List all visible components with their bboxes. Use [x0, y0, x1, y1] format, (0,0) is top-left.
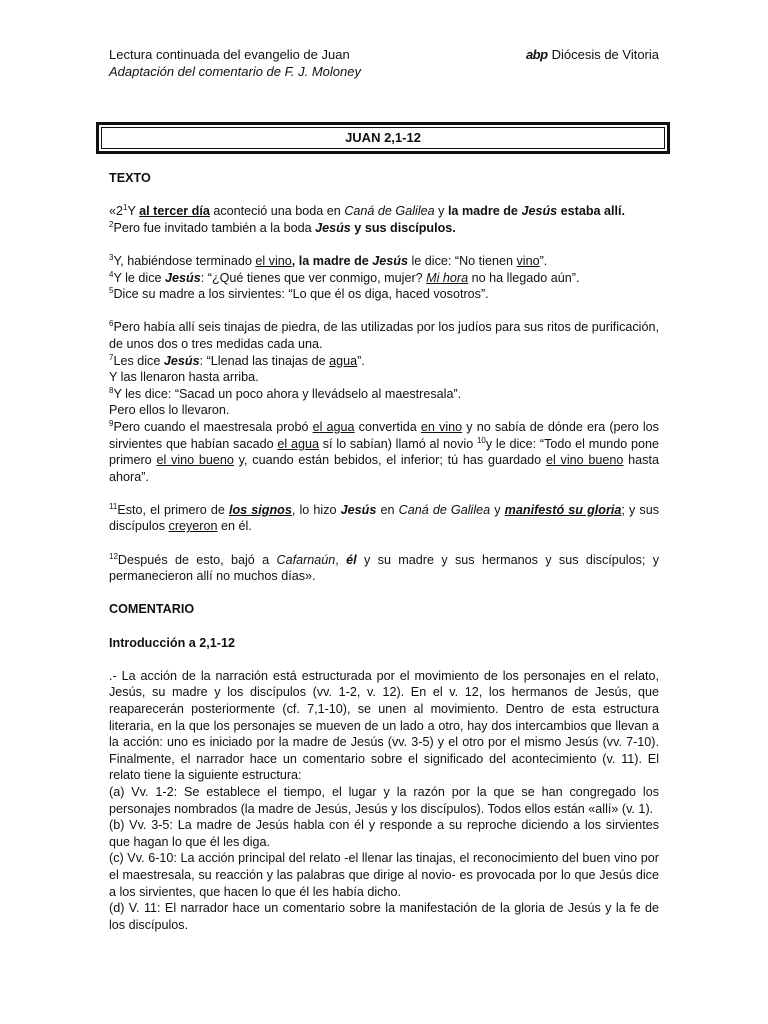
verse-8b: Pero ellos lo llevaron.	[109, 403, 230, 418]
verse-7b: Y las llenaron hasta arriba.	[109, 370, 259, 385]
intro-heading: Introducción a 2,1-12	[109, 635, 235, 650]
document-body	[109, 170, 659, 933]
verse-6: $^6$Pero había allí seis tinajas de piedra, de las utilizadas por los judíos para sus ritos de purificación, de unos dos o tres medidas cada una.	[109, 319, 659, 351]
header-commentary-source: Adaptación del comentario de F. J. Moloney	[109, 64, 361, 79]
header-diocese: Diócesis de Vitoria	[551, 47, 659, 62]
header-right	[526, 46, 659, 63]
verse-4: $^4$Y le dice Jesús: “¿Qué tienes que ver conmigo, mujer? Mi hora no ha llegado aún”.	[109, 269, 580, 285]
structure-item-b: (b) Vv. 3-5: La madre de Jesús habla con él y responde a su reproche diciendo a los sirvientes que hagan lo que él les diga.	[109, 818, 659, 849]
header-series-title: Lectura continuada del evangelio de Juan	[109, 47, 350, 62]
commentary-intro: .- La acción de la narración está estructurada por el movimiento de los personajes en el relato, Jesús, su madre y los discípulos (vv. 1-2, v. 12). En el v. 12, los hermanos de Jesús, que reaparecerán posteriormente (cf. 7,1-10), se unen al movimiento. Dentro de esta estructura literaria, en la que los personajes se mueven de un lado a otro, hay dos intercambios que llevan a la acción: uno es iniciado por la madre de Jesús (vv. 3-5) y el otro por el mismo Jesús (vv. 7-10). Finalmente, el narrador hace un comentario sobre el significado del acontecimiento (v. 11). El relato tiene la siguiente estructura:	[109, 668, 659, 783]
section-heading-texto: TEXTO	[109, 171, 151, 185]
verse-2: $^2$Pero fue invitado también a la boda Jesús y sus discípulos.	[109, 219, 456, 235]
header-left	[109, 46, 361, 80]
title-box	[96, 122, 670, 154]
section-heading-comentario: COMENTARIO	[109, 602, 195, 617]
structure-item-a: (a) Vv. 1-2: Se establece el tiempo, el lugar y la razón por la que se han congregado los personajes nombrados (la madre de Jesús, Jesús y los discípulos). Todos ellos están «allí» (v. 1).	[109, 784, 659, 816]
verse-5: $^5$Dice su madre a los sirvientes: “Lo que él os diga, haced vosotros”.	[109, 285, 489, 302]
verse-11: $^{11}$Esto, el primero de los signos, lo hizo Jesús en Caná de Galilea y manifestó su gloria; y sus discípulos creyeron en él.	[109, 501, 659, 534]
verse-7: $^7$Les dice Jesús: “Llenad las tinajas de agua”.	[109, 352, 365, 368]
abp-logo: abp	[525, 47, 548, 62]
page-header	[109, 46, 659, 80]
verse-3: $^3$Y, habiéndose terminado el vino, la madre de Jesús le dice: “No tienen vino”.	[109, 252, 548, 268]
structure-item-d: (d) V. 11: El narrador hace un comentario sobre la manifestación de la gloria de Jesús y la fe de los discípulos.	[109, 901, 659, 932]
verse-1: «$2^1Y$ al tercer día aconteció una boda en Caná de Galilea y la madre de Jesús estaba allí.	[109, 203, 626, 219]
verse-9-10: $^9$Pero cuando el maestresala probó el agua convertida en vino y no sabía de dónde era (pero los sirvientes que habían sacado el agua sí lo sabían) llamó al novio $^{10}$y le dice: “Todo el mundo pone primero el vino bueno y, cuando están bebidos, el inferior; tú has guardado el vino bueno hasta ahora”.	[109, 418, 659, 484]
page-title: JUAN 2,1-12	[101, 127, 665, 149]
structure-item-c: (c) Vv. 6-10: La acción principal del relato -el llenar las tinajas, el reconocimiento del buen vino por el maestresala, su reacción y las palabras que dirige al novio- es provocada por lo que Jesús dice a los sirvientes, que hacen lo que él les había dicho.	[109, 851, 659, 899]
verse-8: $^8$Y les dice: “Sacad un poco ahora y llevádselo al maestresala”.	[109, 385, 462, 401]
verse-12: $^{12}$Después de esto, bajó a Cafarnaún, él y su madre y sus hermanos y sus discípulos; y permanecieron allí no muchos días».	[109, 551, 660, 584]
